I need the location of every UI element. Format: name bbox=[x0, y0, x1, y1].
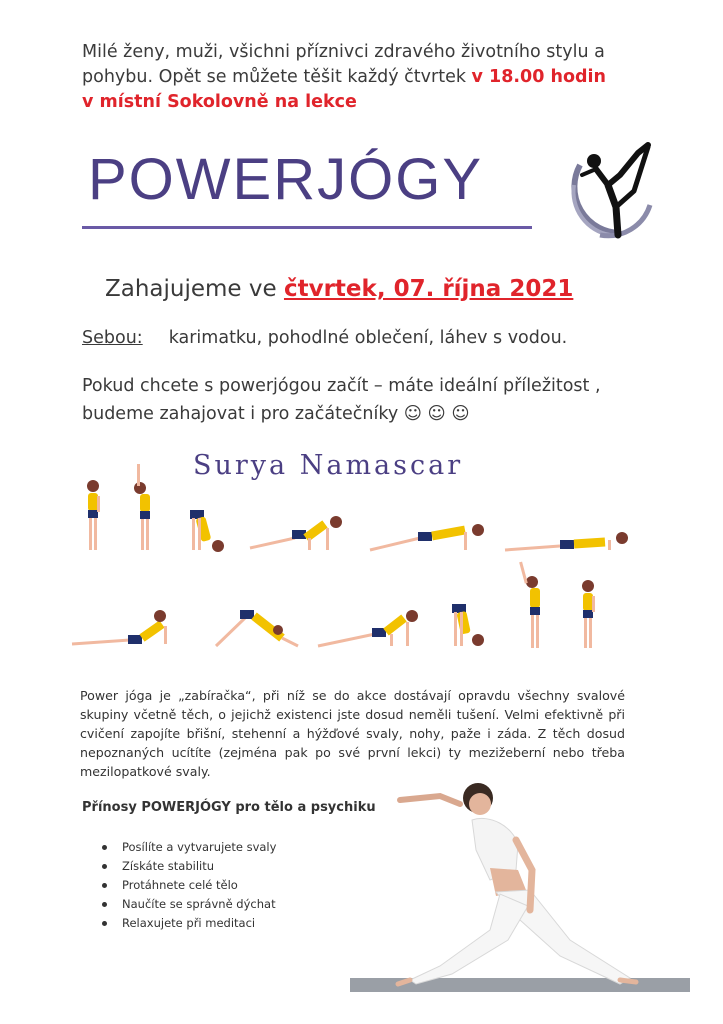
description-paragraph: Power jóga je „zabíračka“, při níž se do akce dostávají opravdu všechny svalové skupiny včetně těch, o jejichž existenci jste dosud neměli tušení. Velmi efektivně při cvičení zapojíte břišní, stehenní a hýžďové svaly, nohy, paže i záda. Z těch dosud nepoznaných ucítíte (zejména pak po své první lekci) ty mezižeberní nebo třeba mezilopatkové svaly. bbox=[80, 688, 625, 779]
bullet-icon bbox=[102, 921, 107, 926]
pose-plank-icon bbox=[370, 524, 484, 550]
pose-forward-fold-2-icon bbox=[452, 604, 484, 646]
beginners-line-1: Pokud chcete s powerjógou začít – máte ideální příležitost , bbox=[82, 376, 601, 396]
page-title: POWERJÓGY bbox=[88, 147, 484, 212]
pose-arms-up-2-icon bbox=[519, 562, 540, 648]
yoga-logo-icon bbox=[560, 135, 670, 240]
start-date-line bbox=[105, 276, 573, 302]
beginners-text bbox=[82, 372, 682, 428]
bullet-icon bbox=[102, 883, 107, 888]
bullet-icon bbox=[102, 902, 107, 907]
pose-knees-chest-icon bbox=[505, 532, 628, 550]
list-item: Posílíte a vytvarujete svaly bbox=[100, 838, 276, 857]
title-underline bbox=[82, 226, 532, 229]
intro-text bbox=[82, 40, 642, 115]
pose-lunge-icon bbox=[250, 516, 342, 550]
pose-standing-icon bbox=[87, 480, 100, 550]
yoga-woman-photo bbox=[340, 770, 695, 1002]
sun-salutation-illustration bbox=[60, 458, 660, 658]
bullet-icon bbox=[102, 864, 107, 869]
start-date: čtvrtek, 07. října 2021 bbox=[283, 276, 574, 302]
intro-time: v 18.00 hodin bbox=[471, 67, 606, 87]
benefits-list bbox=[100, 838, 276, 933]
pose-cobra-icon bbox=[72, 610, 167, 644]
list-item: Získáte stabilitu bbox=[100, 857, 276, 876]
list-item: Relaxujete při meditaci bbox=[100, 914, 276, 933]
benefits-title: Přínosy POWERJÓGY pro tělo a psychiku bbox=[82, 800, 376, 815]
start-prefix: Zahajujeme ve bbox=[105, 276, 284, 302]
pose-forward-fold-icon bbox=[190, 510, 224, 552]
list-item: Naučíte se správně dýchat bbox=[100, 895, 276, 914]
list-item: Protáhnete celé tělo bbox=[100, 876, 276, 895]
beginners-line-2: budeme zahajovat i pro začátečníky ☺ ☺ ☺ bbox=[82, 404, 470, 424]
intro-line-2-plain: pohybu. Opět se můžete těšit každý čtvrtek bbox=[82, 67, 472, 87]
sequence-title: Surya Namascar bbox=[193, 450, 464, 481]
bring-line bbox=[82, 328, 567, 348]
intro-line-1: Milé ženy, muži, všichni příznivci zdravého životního stylu a bbox=[82, 42, 605, 62]
bring-text: karimatku, pohodlné oblečení, láhev s vodou. bbox=[168, 328, 568, 348]
bullet-icon bbox=[102, 845, 107, 850]
intro-line-2 bbox=[82, 65, 642, 90]
pose-standing-2-icon bbox=[582, 580, 595, 648]
bring-label: Sebou: bbox=[82, 328, 143, 348]
pose-downward-dog-icon bbox=[216, 610, 298, 646]
pose-lunge-2-icon bbox=[318, 610, 418, 646]
intro-place: v místní Sokolovně na lekce bbox=[82, 92, 357, 112]
pose-arms-up-icon bbox=[134, 464, 150, 550]
